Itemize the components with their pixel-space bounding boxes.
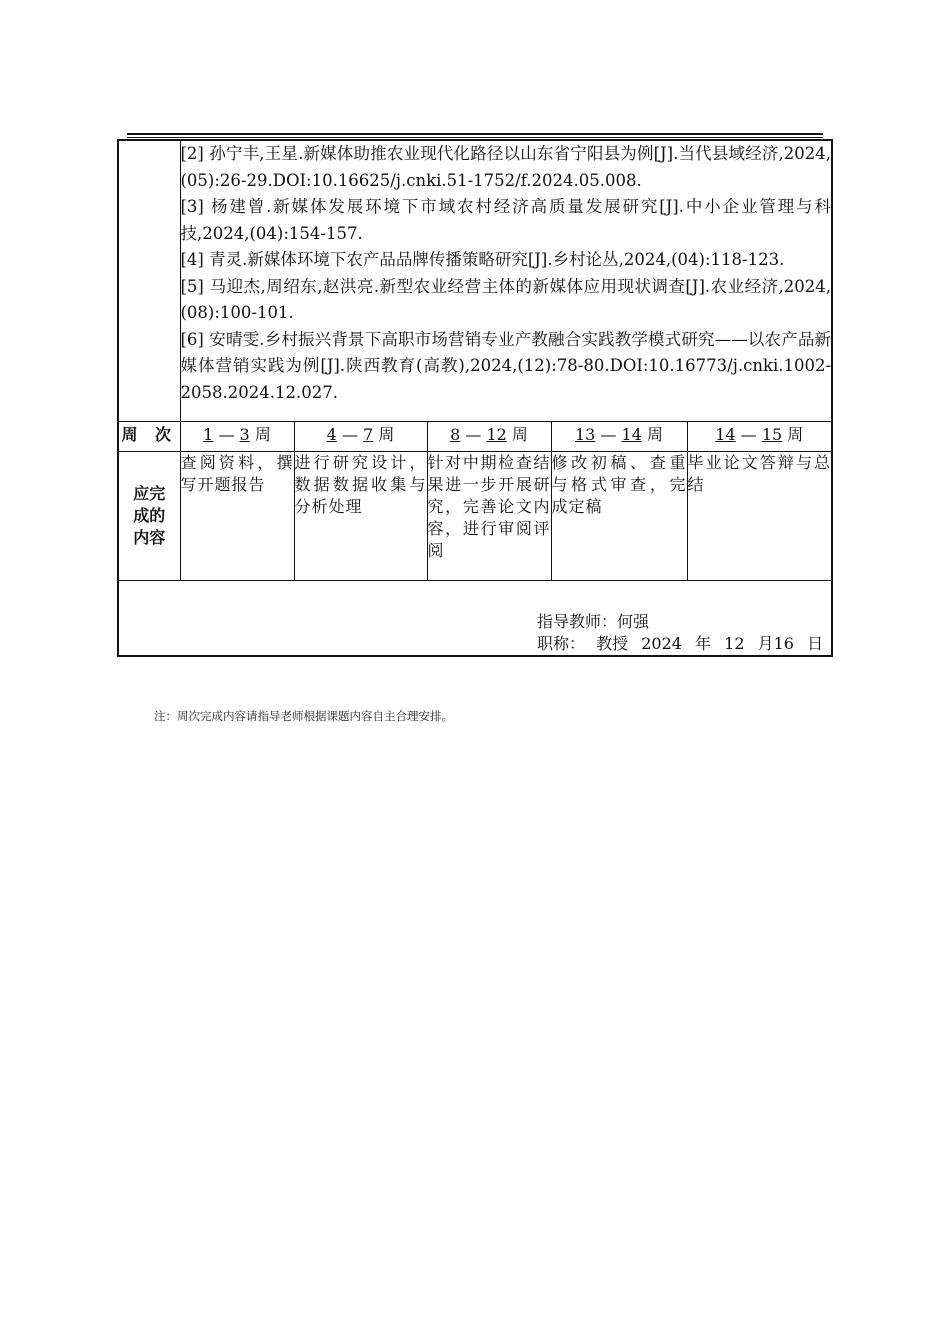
week-end: 7 — [363, 425, 374, 444]
week-start: 8 — [450, 425, 461, 444]
footnote: 注：周次完成内容请指导老师根据课题内容自主合理安排。 — [154, 709, 453, 723]
signature-row — [118, 581, 832, 657]
week-row — [118, 422, 832, 452]
top-rule-thin — [127, 137, 823, 138]
week-cell-5 — [687, 422, 832, 452]
week-unit: 周 — [787, 425, 804, 444]
week-start: 1 — [203, 425, 214, 444]
week-cell-2 — [294, 422, 427, 452]
content-cell-3: 针对中期检查结果进一步开展研究，完善论文内容，进行审阅评阅 — [427, 452, 551, 581]
week-header: 周 次 — [118, 422, 180, 452]
week-dash: — — [465, 425, 482, 444]
reference-item: [2] 孙宁丰,王星.新媒体助推农业现代化路径以山东省宁阳县为例[J].当代县域经济,2024,(05):26-29.DOI:10.16625/j.cnki.51-1752/f.2024.05.008. — [180, 144, 832, 190]
reference-item: [6] 安晴雯.乡村振兴背景下高职市场营销专业产教融合实践教学模式研究——以农产品新媒体营销实践为例[J].陕西教育(高教),2024,(12):78-80.DOI:10.16773/j.cnki.1002-2058.2024.12.027. — [180, 329, 832, 402]
week-dash: — — [341, 425, 358, 444]
week-unit: 周 — [254, 425, 271, 444]
week-unit: 周 — [646, 425, 663, 444]
title-date-line — [537, 633, 823, 655]
reference-item: [4] 青灵.新媒体环境下农产品品牌传播策略研究[J].乡村论丛,2024,(04):118-123. — [180, 250, 785, 269]
week-unit: 周 — [511, 425, 528, 444]
content-cell-4: 修改初稿、查重与格式审查，完成定稿 — [551, 452, 687, 581]
week-dash: — — [600, 425, 617, 444]
week-dash: — — [218, 425, 235, 444]
signature-block — [537, 611, 823, 655]
content-row — [118, 452, 832, 581]
title-label: 职称： — [537, 634, 586, 653]
week-start: 14 — [715, 425, 736, 444]
references-list — [180, 140, 832, 422]
week-unit: 周 — [378, 425, 395, 444]
date-month: 12 — [724, 634, 745, 653]
week-dash: — — [740, 425, 757, 444]
schedule-table — [117, 139, 833, 657]
date-day: 16 — [773, 634, 794, 653]
week-cell-4 — [551, 422, 687, 452]
week-end: 15 — [761, 425, 783, 444]
week-start: 4 — [326, 425, 337, 444]
week-end: 12 — [486, 425, 507, 444]
title-value: 教授 — [596, 634, 629, 653]
content-cell-2: 进行研究设计，数据数据收集与分析处理 — [294, 452, 427, 581]
references-side-cell — [118, 140, 180, 422]
top-rule — [127, 133, 823, 135]
content-cell-1: 查阅资料，撰写开题报告 — [180, 452, 294, 581]
date-year: 2024 — [641, 634, 682, 653]
date-day-unit: 日 — [807, 634, 824, 653]
content-cell-5: 毕业论文答辩与总结 — [687, 452, 832, 581]
content-header — [118, 452, 180, 581]
advisor-line — [537, 611, 823, 633]
reference-item: [5] 马迎杰,周绍东,赵洪亮.新型农业经营主体的新媒体应用现状调查[J].农业经济,2024,(08):100-101. — [180, 276, 832, 322]
week-cell-3 — [427, 422, 551, 452]
date-year-unit: 年 — [695, 634, 712, 653]
week-cell-1 — [180, 422, 294, 452]
content-header-text: 应完成的内容 — [133, 484, 166, 547]
week-end: 14 — [621, 425, 642, 444]
advisor-name: 何强 — [617, 612, 650, 631]
references-row — [118, 140, 832, 422]
week-start: 13 — [574, 425, 596, 444]
week-end: 3 — [239, 425, 250, 444]
signature-cell — [118, 581, 832, 657]
reference-item: [3] 杨建曾.新媒体发展环境下市域农村经济高质量发展研究[J].中小企业管理与科技,2024,(04):154-157. — [180, 197, 832, 243]
date-month-unit: 月 — [757, 634, 774, 653]
advisor-label: 指导教师： — [537, 612, 618, 631]
